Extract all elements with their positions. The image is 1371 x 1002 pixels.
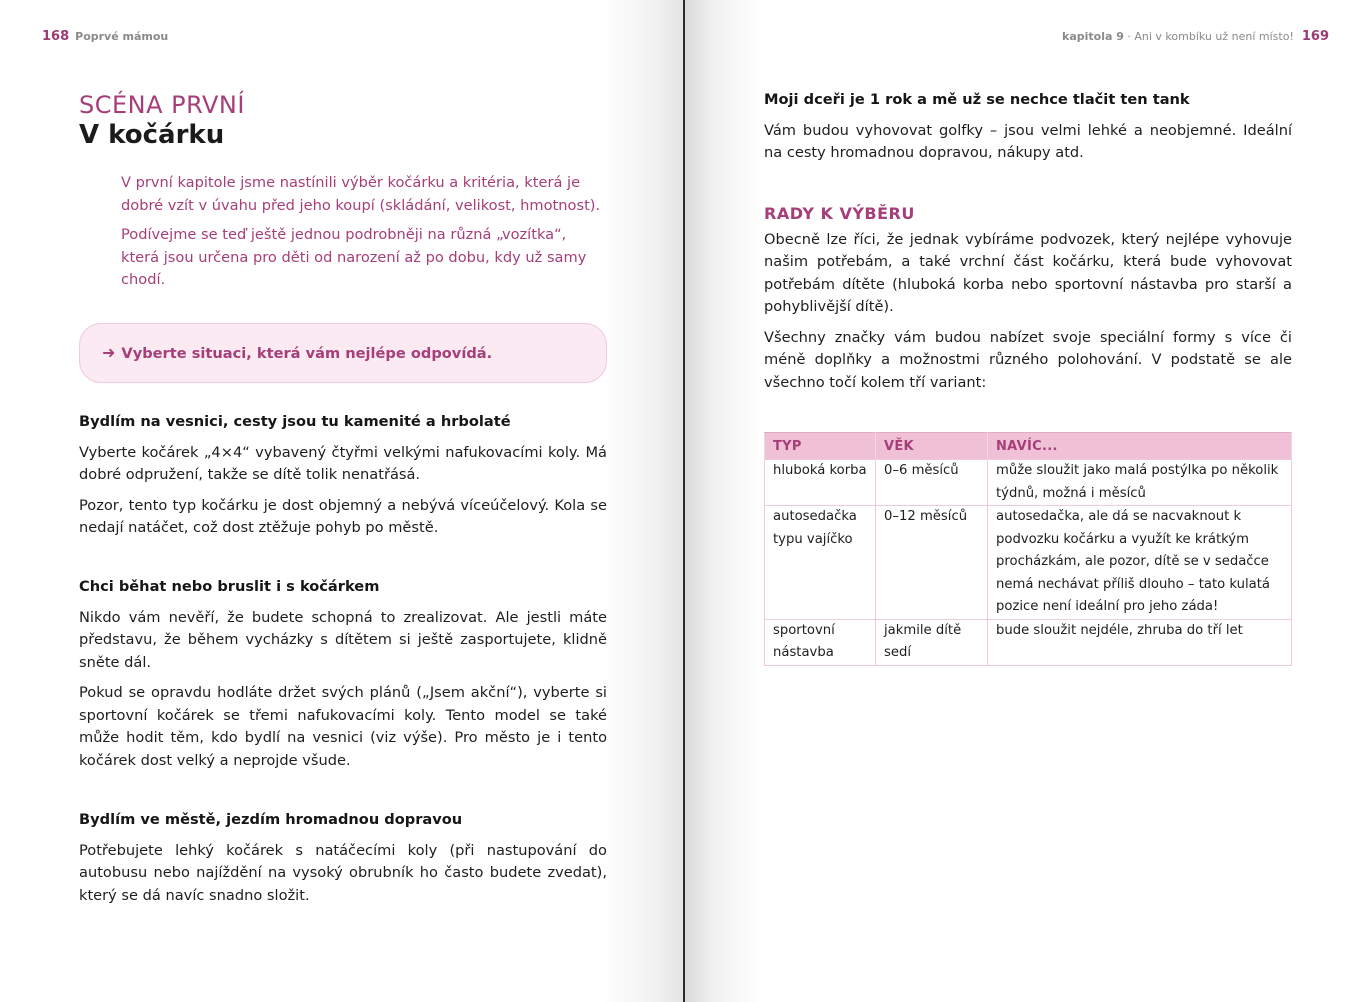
page-number: 168	[42, 29, 70, 44]
table-cell: sportovní nástavba	[765, 619, 876, 665]
advice-paragraph: Všechny značky vám budou nabízet svoje speciální formy s více či méně doplňky a možnostmi různého polohování. V podstatě se ale všechno točí kolem tří variant:	[764, 328, 1292, 391]
section-heading: Bydlím na vesnici, cesty jsou tu kamenité a hrbolaté	[79, 413, 511, 430]
section-village	[79, 411, 607, 548]
section-heading: Bydlím ve městě, jezdím hromadnou dopravou	[79, 811, 463, 828]
section-paragraph: Potřebujete lehký kočárek s natáčecími koly (při nastupování do autobusu nebo najíždění na vysoký obrubník ho často budete zvedat), který se dá navíc snadno složit.	[79, 841, 607, 904]
section-heading: Chci běhat nebo bruslit i s kočárkem	[79, 578, 380, 595]
section-paragraph: Vám budou vyhovovat golfky – jsou velmi lehké a neobjemné. Ideální na cesty hromadnou dopravou, nákupy atd.	[764, 121, 1292, 161]
section-paragraph: Nikdo vám nevěří, že budete schopná to zrealizovat. Ale jestli máte představu, že během vycházky s dítětem si ještě zasportujete, klidně sněte dál.	[79, 608, 607, 671]
advice-heading: RADY K VÝBĚRU	[764, 204, 915, 223]
chapter-separator: ·	[1127, 30, 1131, 43]
column-header-age: VĚK	[876, 433, 988, 460]
advice-section	[764, 203, 1292, 402]
section-paragraph: Pozor, tento typ kočárku je dost objemný a nebývá víceúčelový. Kola se nedají natáčet, což dost ztěžuje pohyb po městě.	[79, 496, 607, 536]
advice-paragraph: Obecně lze říci, že jednak vybíráme podvozek, který nejlépe vyhovuje našim potřebám, a také vrchní část kočárku, která bude vyhovovat potřebám dítěte (hluboká korba nebo sportovní nástavba pro starší a pohyblivější dítě).	[764, 230, 1292, 315]
section-heading: Moji dceři je 1 rok a mě už se nechce tlačit ten tank	[764, 91, 1190, 108]
callout-text: Vyberte situaci, která vám nejlépe odpovídá.	[121, 344, 493, 362]
table-cell: jakmile dítě sedí	[876, 619, 988, 665]
table-cell: hluboká korba	[765, 460, 876, 506]
table-cell: 0–12 měsíců	[876, 506, 988, 620]
column-header-extra: NAVÍC...	[988, 433, 1292, 460]
running-header-left	[42, 29, 168, 44]
book-gutter	[683, 0, 685, 1002]
intro-paragraph: Podívejme se teď ještě jednou podrobněji na různá „vozítka“, která jsou určena pro děti od narození až po dobu, kdy už samy chodí.	[121, 226, 587, 288]
table-row	[765, 460, 1292, 506]
left-page	[0, 0, 684, 1002]
scene-title: V kočárku	[79, 120, 225, 150]
running-header-right	[1062, 29, 1329, 44]
section-paragraph: Vyberte kočárek „4×4“ vybavený čtyřmi velkými nafukovacími koly. Má dobré odpružení, takže se dítě tolik nenatřásá.	[79, 443, 607, 483]
chapter-title: Ani v kombíku už není místo!	[1134, 30, 1294, 43]
table-cell: autosedačka typu vajíčko	[765, 506, 876, 620]
running-title: Poprvé mámou	[75, 30, 169, 43]
callout-box	[79, 323, 607, 383]
section-city	[79, 809, 607, 915]
chapter-label: kapitola 9	[1062, 30, 1124, 43]
table-row	[765, 506, 1292, 620]
table-cell: 0–6 měsíců	[876, 460, 988, 506]
section-paragraph: Pokud se opravdu hodláte držet svých plánů („Jsem akční“), vyberte si sportovní kočárek se třemi nafukovacími koly. Tento model se také může hodit těm, kdo bydlí na vesnici (viz výše). Pro město je i tento kočárek dost velký a neprojde všude.	[79, 684, 607, 769]
table-header-row	[765, 433, 1292, 460]
table-cell: autosedačka, ale dá se nacvaknout k podvozku kočárku a využít ke krátkým procházkám, ale pozor, dítě se v sedačce nemá nechávat příliš dlouho – tato kulatá pozice není ideální pro jeho záda!	[988, 506, 1292, 620]
table-cell: může sloužit jako malá postýlka po několik týdnů, možná i měsíců	[988, 460, 1292, 506]
stroller-types-table	[764, 432, 1292, 666]
intro-text	[121, 172, 607, 299]
page-number: 169	[1301, 29, 1329, 44]
table-cell: bude sloužit nejdéle, zhruba do tří let	[988, 619, 1292, 665]
section-sport	[79, 576, 607, 780]
table-row	[765, 619, 1292, 665]
scene-label: SCÉNA PRVNÍ	[79, 91, 245, 119]
section-one-year	[764, 89, 1292, 173]
column-header-type: TYP	[765, 433, 876, 460]
intro-paragraph: V první kapitole jsme nastínili výběr kočárku a kritéria, která je dobré vzít v úvahu před jeho koupí (skládání, velikost, hmotnost).	[121, 174, 601, 214]
arrow-right-icon: ➜	[102, 343, 116, 362]
